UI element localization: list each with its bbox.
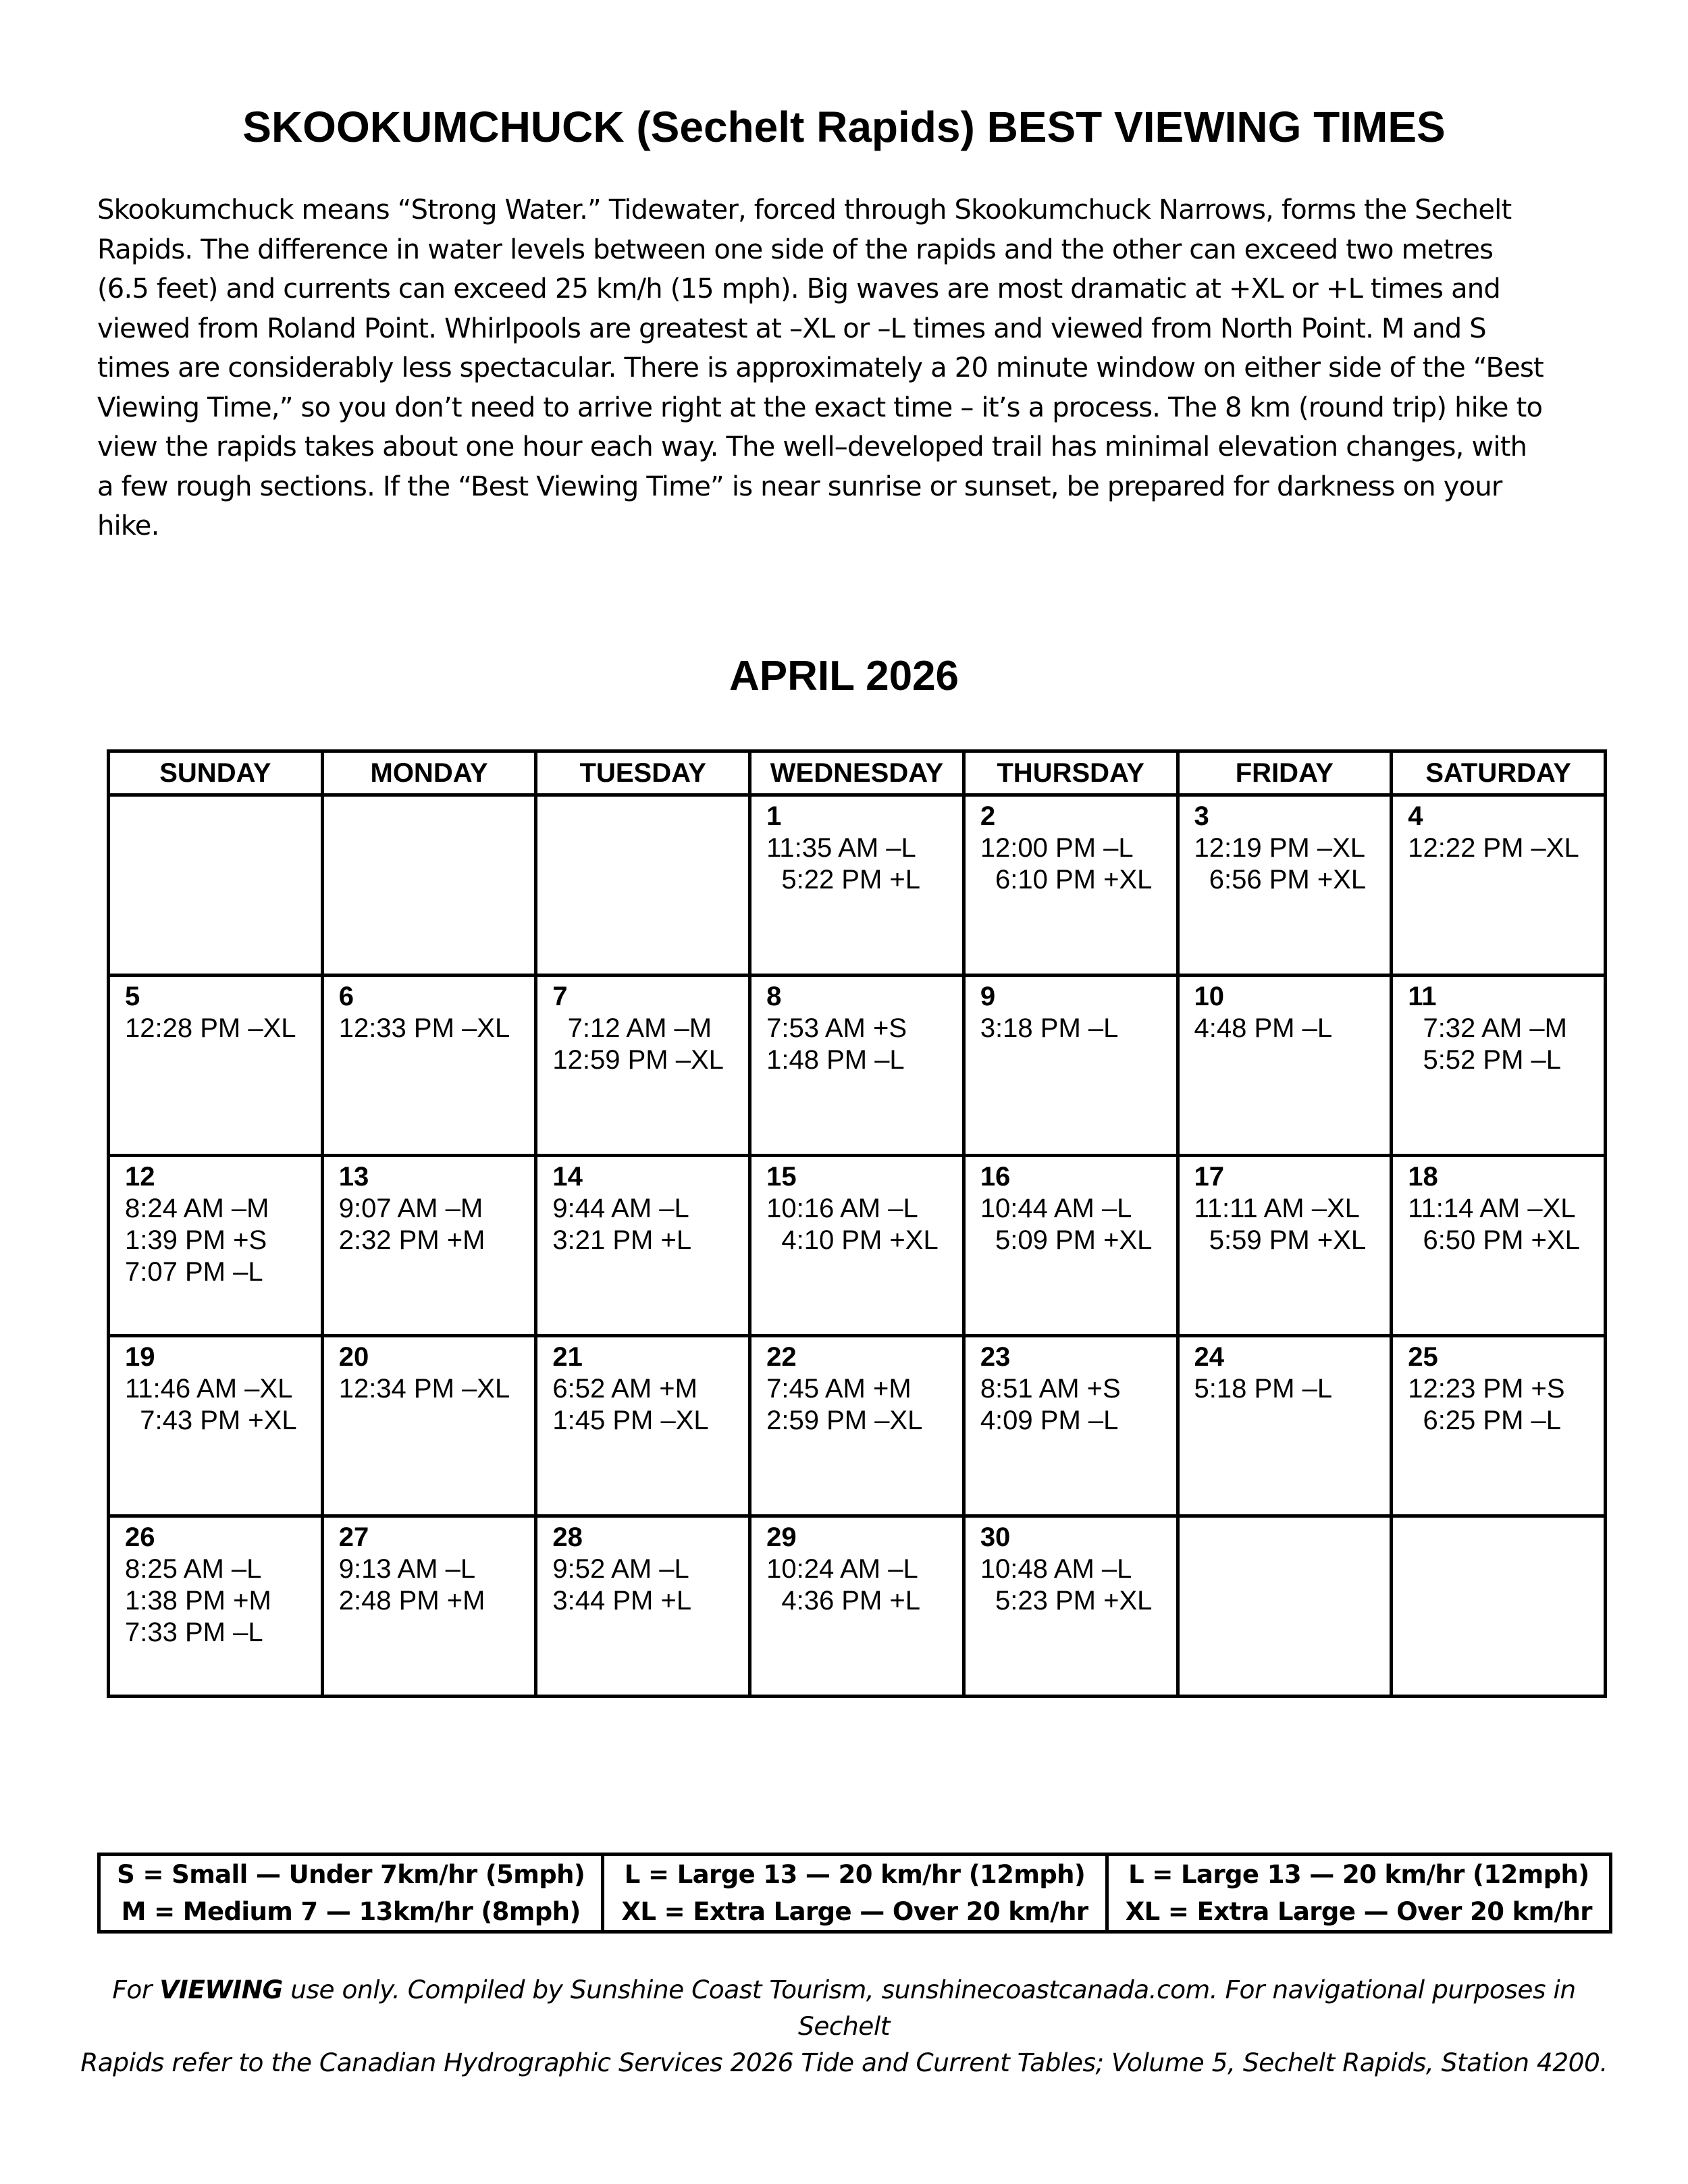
day-cell [964,795,1178,976]
day-cell [750,1156,964,1336]
day-cell [1392,1156,1606,1336]
viewing-time: 3:18 PM –L [980,1013,1119,1043]
day-number: 7 [552,982,568,1011]
viewing-time: 2:48 PM +M [338,1586,485,1616]
intro-line: Viewing Time,” so you don’t need to arrive right at the exact time – it’s a process. The 8 km (round trip) hike to [97,392,1543,423]
day-number: 5 [125,982,140,1011]
viewing-time: 12:19 PM –XL [1194,833,1366,863]
intro-line: (6.5 feet) and currents can exceed 25 km/h (15 mph). Big waves are most dramatic at +XL or +L times and [97,273,1500,304]
day-cell [1178,976,1392,1156]
legend-row [99,1855,1611,1932]
day-cell [750,976,964,1156]
viewing-time: 3:44 PM +L [552,1586,692,1616]
day-cell [750,1336,964,1516]
day-number: 14 [552,1162,583,1192]
viewing-time: 8:24 AM –M [125,1194,269,1223]
day-cell [964,1156,1178,1336]
viewing-time: 1:48 PM –L [766,1045,905,1075]
day-number: 12 [125,1162,155,1192]
viewing-time: 10:44 AM –L [980,1194,1132,1223]
viewing-time: 6:25 PM –L [1408,1406,1562,1435]
viewing-time: 10:24 AM –L [766,1554,918,1584]
legend-entry: L = Large 13 — 20 km/hr (12mph) [624,1860,1086,1889]
day-cell [109,1516,323,1697]
day-cell [109,1156,323,1336]
day-number: 24 [1194,1342,1225,1372]
viewing-time: 3:21 PM +L [552,1225,692,1255]
month-title: APRIL 2026 [729,653,959,699]
viewing-time: 7:07 PM –L [125,1257,263,1287]
day-number: 23 [980,1342,1011,1372]
weekday-header: WEDNESDAY [750,751,964,795]
day-number: 20 [338,1342,369,1372]
day-cell [536,1156,750,1336]
day-number: 11 [1408,982,1437,1011]
day-cell [1178,795,1392,976]
viewing-time: 12:22 PM –XL [1408,833,1579,863]
day-number: 22 [766,1342,797,1372]
legend-cell [603,1855,1107,1932]
day-cell [536,1336,750,1516]
day-number: 25 [1408,1342,1438,1372]
day-cell [1178,1336,1392,1516]
page-title: SKOOKUMCHUCK (Sechelt Rapids) BEST VIEWING TIMES [242,103,1446,151]
day-number: 27 [338,1522,369,1552]
viewing-time: 6:56 PM +XL [1194,865,1367,895]
viewing-time: 6:10 PM +XL [980,865,1153,895]
viewing-time: 4:09 PM –L [980,1406,1119,1435]
day-number: 28 [552,1522,583,1552]
day-number: 19 [125,1342,155,1372]
week-row [109,976,1606,1156]
day-cell [322,976,536,1156]
weekday-header-row [109,751,1606,795]
week-row [109,1336,1606,1516]
viewing-time: 7:43 PM +XL [125,1406,297,1435]
footer-line2: Rapids refer to the Canadian Hydrographic Services 2026 Tide and Current Tables; Volume 5, Sechelt Rapids, Station 4200. [80,2048,1608,2077]
viewing-time: 11:14 AM –XL [1408,1194,1576,1223]
viewing-time: 8:25 AM –L [125,1554,262,1584]
viewing-time: 7:12 AM –M [552,1013,712,1043]
intro-paragraph [97,190,1598,546]
day-cell [109,1336,323,1516]
legend-cell [1107,1855,1610,1932]
empty-day-cell [1392,1516,1606,1697]
viewing-time: 6:50 PM +XL [1408,1225,1580,1255]
intro-line: a few rough sections. If the “Best Viewing Time” is near sunrise or sunset, be prepared for darkness on your [97,471,1502,502]
day-number: 6 [338,982,354,1011]
day-cell [322,1516,536,1697]
viewing-time: 12:23 PM +S [1408,1374,1565,1404]
day-number: 1 [766,801,782,831]
viewing-time: 4:36 PM +L [766,1586,921,1616]
day-cell [1392,795,1606,976]
day-number: 13 [338,1162,369,1192]
viewing-time: 12:59 PM –XL [552,1045,724,1075]
viewing-time: 1:38 PM +M [125,1586,271,1616]
day-number: 18 [1408,1162,1438,1192]
day-cell [750,795,964,976]
viewing-time: 11:46 AM –XL [125,1374,293,1404]
day-cell [322,1336,536,1516]
viewing-time: 9:52 AM –L [552,1554,689,1584]
viewing-time: 12:28 PM –XL [125,1013,296,1043]
intro-line: times are considerably less spectacular. There is approximately a 20 minute window on either side of the “Best [97,352,1544,383]
footer-bold-word: VIEWING [159,1975,283,2004]
intro-line: hike. [97,510,159,541]
day-number: 26 [125,1522,155,1552]
day-number: 9 [980,982,996,1011]
day-number: 17 [1194,1162,1225,1192]
viewing-time: 12:33 PM –XL [338,1013,510,1043]
intro-line: view the rapids takes about one hour each way. The well–developed trail has minimal elevation changes, with [97,431,1527,462]
day-cell [536,1516,750,1697]
intro-line: viewed from Roland Point. Whirlpools are greatest at –XL or –L times and viewed from North Point. M and S [97,313,1486,344]
viewing-time: 8:51 AM +S [980,1374,1121,1404]
weekday-header: SATURDAY [1392,751,1606,795]
viewing-time: 12:34 PM –XL [338,1374,510,1404]
viewing-time: 10:48 AM –L [980,1554,1132,1584]
weekday-header: FRIDAY [1178,751,1392,795]
viewing-time: 2:59 PM –XL [766,1406,923,1435]
viewing-time: 11:11 AM –XL [1194,1194,1360,1223]
day-number: 10 [1194,982,1225,1011]
weekday-header: SUNDAY [109,751,323,795]
legend-entry: M = Medium 7 — 13km/hr (8mph) [121,1897,581,1926]
empty-day-cell [322,795,536,976]
day-cell [750,1516,964,1697]
weekday-header: MONDAY [322,751,536,795]
footer-line1: use only. Compiled by Sunshine Coast Tourism, sunshinecoastcanada.com. For navigational purposes in Sechelt [282,1975,1576,2041]
legend-entry: S = Small — Under 7km/hr (5mph) [117,1860,585,1889]
day-cell [1392,976,1606,1156]
intro-line: Skookumchuck means “Strong Water.” Tidewater, forced through Skookumchuck Narrows, forms the Sechelt [97,194,1512,225]
footer-prefix: For [112,1975,160,2004]
day-number: 30 [980,1522,1011,1552]
legend-entry: L = Large 13 — 20 km/hr (12mph) [1128,1860,1589,1889]
legend-table [97,1853,1612,1934]
viewing-time: 5:52 PM –L [1408,1045,1562,1075]
legend-cell [99,1855,603,1932]
viewing-time: 9:13 AM –L [338,1554,476,1584]
viewing-time: 7:32 AM –M [1408,1013,1567,1043]
calendar-table [107,749,1607,1698]
day-cell [964,1516,1178,1697]
empty-day-cell [536,795,750,976]
week-row [109,795,1606,976]
viewing-time: 5:22 PM +L [766,865,921,895]
day-number: 21 [552,1342,583,1372]
viewing-time: 5:09 PM +XL [980,1225,1153,1255]
viewing-time: 12:00 PM –L [980,833,1134,863]
day-cell [964,976,1178,1156]
viewing-time: 5:23 PM +XL [980,1586,1153,1616]
legend-entry: XL = Extra Large — Over 20 km/hr [1125,1897,1592,1926]
day-cell [1392,1336,1606,1516]
day-cell [1178,1156,1392,1336]
day-cell [109,976,323,1156]
viewing-time: 5:18 PM –L [1194,1374,1333,1404]
day-number: 2 [980,801,996,831]
day-cell [536,976,750,1156]
viewing-time: 4:48 PM –L [1194,1013,1333,1043]
day-number: 15 [766,1162,797,1192]
viewing-time: 7:33 PM –L [125,1618,263,1647]
footer-note [68,1971,1620,2081]
empty-day-cell [1178,1516,1392,1697]
day-cell [322,1156,536,1336]
day-number: 16 [980,1162,1011,1192]
viewing-time: 1:39 PM +S [125,1225,267,1255]
week-row [109,1516,1606,1697]
viewing-time: 9:44 AM –L [552,1194,689,1223]
viewing-time: 5:59 PM +XL [1194,1225,1367,1255]
legend-entry: XL = Extra Large — Over 20 km/hr [621,1897,1088,1926]
weekday-header: THURSDAY [964,751,1178,795]
viewing-time: 7:45 AM +M [766,1374,912,1404]
viewing-time: 10:16 AM –L [766,1194,918,1223]
viewing-time: 9:07 AM –M [338,1194,483,1223]
weekday-header: TUESDAY [536,751,750,795]
viewing-time: 4:10 PM +XL [766,1225,939,1255]
day-number: 29 [766,1522,797,1552]
empty-day-cell [109,795,323,976]
day-cell [964,1336,1178,1516]
day-number: 3 [1194,801,1209,831]
viewing-time: 11:35 AM –L [766,833,916,863]
week-row [109,1156,1606,1336]
day-number: 8 [766,982,782,1011]
viewing-time: 1:45 PM –XL [552,1406,709,1435]
intro-line: Rapids. The difference in water levels between one side of the rapids and the other can exceed two metres [97,234,1494,265]
viewing-time: 2:32 PM +M [338,1225,485,1255]
viewing-time: 6:52 AM +M [552,1374,697,1404]
day-number: 4 [1408,801,1423,831]
viewing-time: 7:53 AM +S [766,1013,907,1043]
